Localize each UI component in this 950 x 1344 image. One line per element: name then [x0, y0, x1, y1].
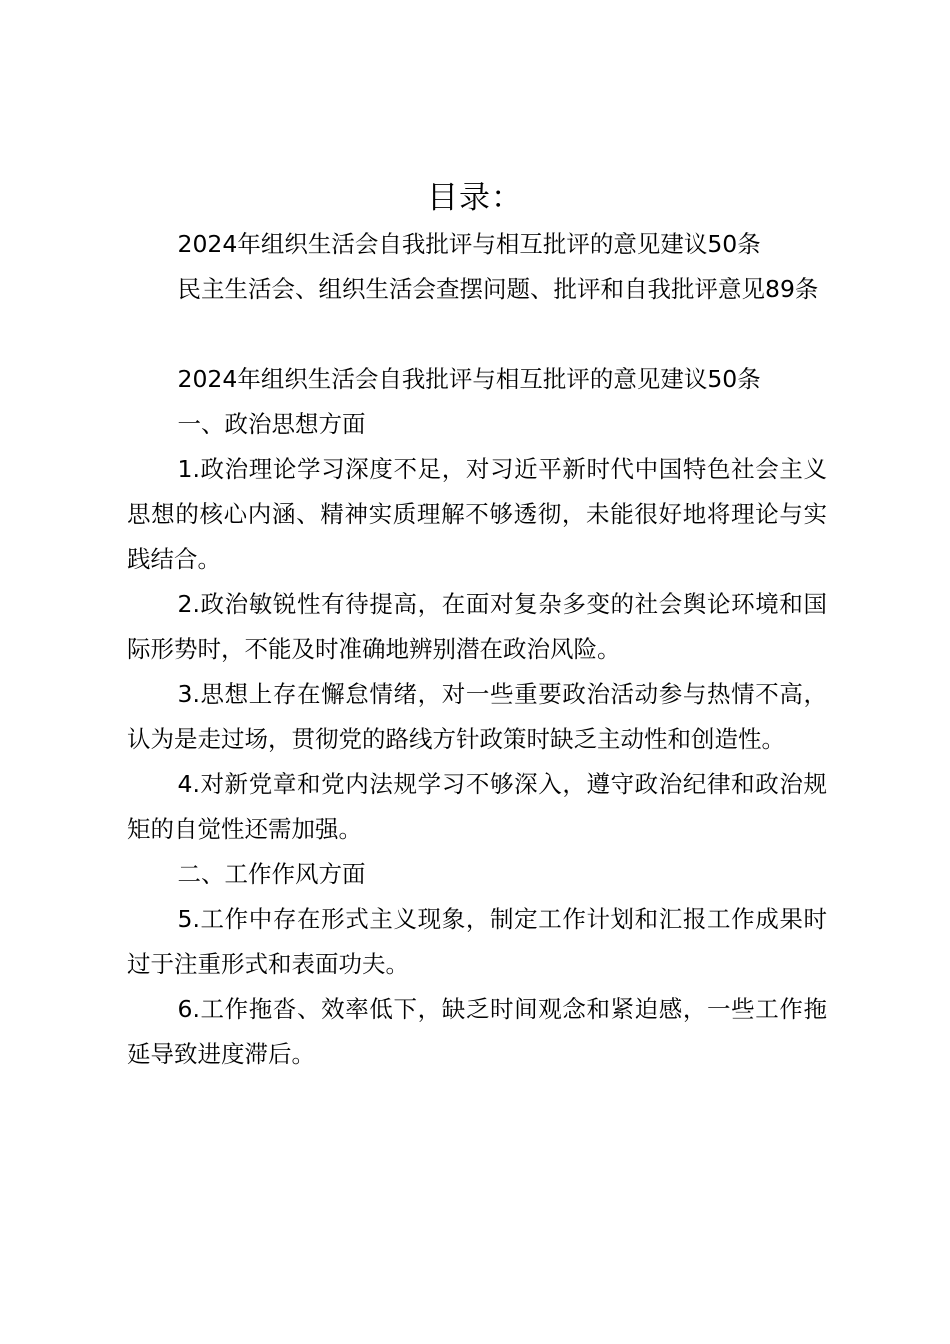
toc-item[interactable]: 民主生活会、组织生活会查摆问题、批评和自我批评意见89条 [177, 275, 819, 303]
list-item: 4.对新党章和党内法规学习不够深入，遵守政治纪律和政治规矩的自觉性还需加强。 [127, 770, 827, 843]
subsection-heading: 一、政治思想方面 [177, 410, 366, 438]
list-item: 5.工作中存在形式主义现象，制定工作计划和汇报工作成果时过于注重形式和表面功夫。 [127, 905, 827, 978]
list-item: 2.政治敏锐性有待提高，在面对复杂多变的社会舆论环境和国际形势时，不能及时准确地辨别潜在政治风险。 [127, 590, 827, 663]
subsection-heading: 二、工作作风方面 [177, 860, 366, 888]
document-body [127, 222, 827, 1077]
list-item: 3.思想上存在懈怠情绪，对一些重要政治活动参与热情不高，认为是走过场，贯彻党的路线方针政策时缺乏主动性和创造性。 [127, 680, 827, 753]
section-heading: 2024年组织生活会自我批评与相互批评的意见建议50条 [177, 365, 761, 393]
list-item: 1.政治理论学习深度不足，对习近平新时代中国特色社会主义思想的核心内涵、精神实质理解不够透彻，未能很好地将理论与实践结合。 [127, 455, 827, 573]
list-item: 6.工作拖沓、效率低下，缺乏时间观念和紧迫感，一些工作拖延导致进度滞后。 [127, 995, 827, 1068]
toc-title: 目录： [427, 180, 523, 216]
spacer [127, 312, 827, 357]
toc-item[interactable]: 2024年组织生活会自我批评与相互批评的意见建议50条 [177, 230, 761, 258]
